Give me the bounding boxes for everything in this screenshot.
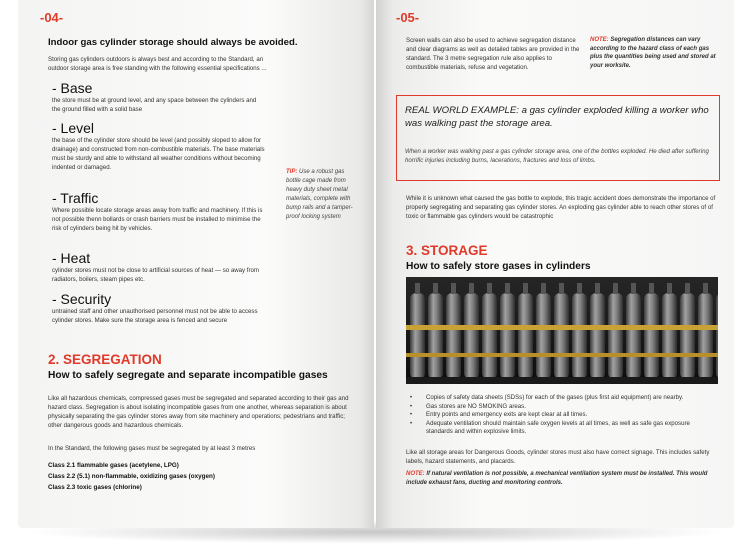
section-level-desc: the base of the cylinder store should be level (and possibly sloped to allow for drainage) and constructed from non-combustible materials. The base materials must be sturdy and able to withstand all weather conditions without becoming indented or damaged.: [52, 137, 265, 172]
real-world-example-body: When a worker was walking past a gas cylinder storage area, one of the bottles exploded. He died after suffering horrific injuries including burns, lacerations, fractures and loss of limbs.: [405, 148, 709, 164]
segregation-subheading: How to safely segregate and separate incompatible gases: [48, 370, 328, 381]
tip-text: Use a robust gas bottle cage made from heavy duty sheet metal materials, complete with bump rails and a tamper-proof locking system: [286, 169, 353, 220]
section-security-desc: untrained staff and other unauthorised personnel must not be able to access cylinder stores. Make sure the storage area is fenced and secure: [52, 308, 258, 325]
cylinder-valve: [703, 283, 708, 294]
cylinder: [698, 293, 713, 379]
cylinder-rack-image: [406, 277, 718, 384]
page-number: -05-: [396, 10, 420, 25]
cylinder-valve: [487, 283, 492, 294]
cylinder: [446, 293, 461, 379]
cylinder-valve: [541, 283, 546, 294]
explosion-paragraph: While it is unknown what caused the gas bottle to explode, this tragic accident does demonstrate the importance of properly segregating and separating gas cylinder stores. An exploding gas cylinder able to reach other stores of of toxic or flammable gas cylinders would be catastrophic: [406, 195, 716, 221]
class-2-2-line: Class 2.2 (5.1) non-flammable, oxidizing gases (oxygen): [48, 473, 215, 480]
section-heat-title: - Heat: [52, 250, 91, 266]
cylinder-valve: [505, 283, 510, 294]
cylinder-valve: [649, 283, 654, 294]
cylinder: [518, 293, 533, 379]
right-page: [376, 0, 734, 528]
cylinder: [410, 293, 425, 379]
cylinder: [590, 293, 605, 379]
list-item: • Gas stores are NO SMOKING areas.: [406, 403, 718, 412]
cylinder: [680, 293, 695, 379]
cylinder: [644, 293, 659, 379]
page-number: -04-: [40, 10, 64, 25]
list-item: • Entry points and emergency exits are kept clear at all times.: [406, 411, 718, 420]
note-text: If natural ventilation is not possible, a mechanical ventilation system must be installed. This would include exhaust fans, ducting and monitoring controls.: [406, 471, 708, 486]
note-label: NOTE:: [406, 471, 425, 477]
cylinder: [554, 293, 569, 379]
list-item: • Adequate ventilation should maintain safe oxygen levels at all times, as well as safe gas exposure standards and within explosive limits.: [406, 420, 718, 437]
cylinder-valve: [433, 283, 438, 294]
storage-heading: 3. STORAGE: [406, 243, 488, 258]
cylinder-valve: [415, 283, 420, 294]
gas-cylinders-photo: [406, 277, 718, 384]
cylinder: [500, 293, 515, 379]
cylinder-valve: [577, 283, 582, 294]
section-security-title: - Security: [52, 291, 112, 307]
cylinder: [626, 293, 641, 379]
cylinder: [716, 293, 718, 379]
list-item: • Copies of safety data sheets (SDSs) for each of the gases (plus first aid equipment) are nearby.: [406, 394, 718, 403]
open-booklet: [18, 0, 734, 540]
section-level-title: - Level: [52, 120, 95, 136]
class-2-1-line: Class 2.1 flammable gases (acetylene, LPG): [48, 462, 179, 469]
section-traffic-title: - Traffic: [52, 190, 99, 206]
storage-requirements-list: [406, 394, 718, 437]
tip-callout: [286, 168, 360, 222]
cylinder-valve: [523, 283, 528, 294]
tip-label: TIP:: [286, 169, 298, 175]
section-heat-desc: cylinder stores must not be close to artificial sources of heat — so away from radiators, boilers, steam pipes etc.: [52, 267, 259, 284]
cylinder-valve: [685, 283, 690, 294]
segregation-heading: 2. SEGREGATION: [48, 352, 162, 367]
section-traffic-desc: Where possible locate storage areas away from traffic and machinery. If this is not possible thenn bollards or crash barriers must be installed to minimise the risk of cylinders being hit by vehicles.: [52, 207, 263, 233]
page-heading: Indoor gas cylinder storage should always be avoided.: [48, 37, 298, 48]
cylinder-valve: [667, 283, 672, 294]
real-world-example-box: [396, 95, 720, 181]
segregation-note: [590, 36, 722, 70]
cylinder: [662, 293, 677, 379]
cylinder-valve: [631, 283, 636, 294]
class-2-3-line: Class 2.3 toxic gases (chlorine): [48, 484, 142, 491]
note-label: NOTE:: [590, 37, 609, 43]
signage-paragraph: Like all storage areas for Dangerous Goods, cylinder stores must also have correct signage. This includes safety labels, hazard statements, and placards.: [406, 449, 710, 466]
screen-walls-text: Screen walls can also be used to achieve segregation distance and clear diagrams as well as detailed tables are provided in the standard. The 3 metre segregation rule also applies to combustible materials, refuse and vegetation.: [406, 37, 580, 72]
cylinder: [536, 293, 551, 379]
note-text: Segregation distances can vary according to the hazard class of each gas plus the quantities being used and stored at your worksite.: [590, 37, 716, 69]
ventilation-note: [406, 470, 718, 487]
left-page: [18, 0, 374, 528]
cylinder-valve: [451, 283, 456, 294]
storage-subheading: How to safely store gases in cylinders: [406, 261, 591, 272]
cylinder: [572, 293, 587, 379]
cylinder: [428, 293, 443, 379]
cylinder: [482, 293, 497, 379]
cylinder-valve: [595, 283, 600, 294]
cylinder-valve: [469, 283, 474, 294]
section-base-title: - Base: [52, 80, 93, 96]
intro-text: Storing gas cylinders outdoors is always best and according to the Standard, an outdoor storage area is free standing with the following essential specifications ...: [48, 56, 267, 73]
real-world-example-title: REAL WORLD EXAMPLE: a gas cylinder exploded killing a worker who was walking past the storage area.: [405, 105, 709, 129]
segregation-paragraph: Like all hazardous chemicals, compressed gases must be segregated and separated according to their gas and hazard class. Segregation is about isolating incompatible gases from one another, whereas separation is about physically separating the gas cylinder stores away from site machinery and operations; pedestrians and traffic; other dangerous goods and hazardous chemicals.: [48, 395, 349, 430]
cylinder: [464, 293, 479, 379]
segregation-rule-text: In the Standard, the following gases must be segregated by at least 3 metres: [48, 445, 256, 452]
cylinder: [608, 293, 623, 379]
cylinder-valve: [613, 283, 618, 294]
cylinder-valve: [559, 283, 564, 294]
section-base-desc: the store must be at ground level, and any space between the cylinders and the ground filled with a solid base: [52, 97, 257, 114]
